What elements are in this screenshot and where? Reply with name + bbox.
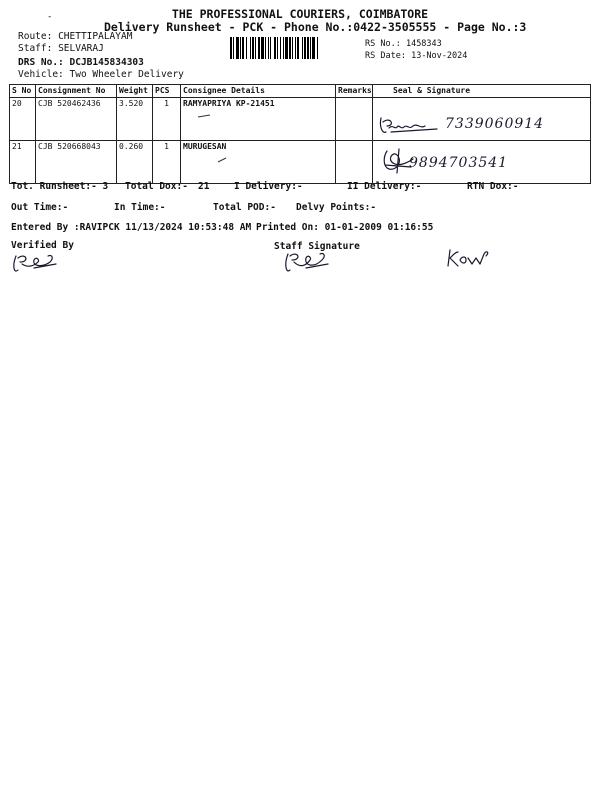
rs-no-value: 1458343: [405, 39, 442, 49]
signature-image: [377, 114, 447, 138]
cell-consignee: [181, 141, 336, 184]
pen-mark: [197, 113, 211, 119]
cell-weight: 3.520: [117, 98, 153, 141]
verified-signature: [10, 246, 70, 278]
staff-label: Staff:: [18, 43, 53, 54]
entered-by: Entered By :RAVIPCK 11/13/2024 10:53:48 AM: [11, 222, 252, 233]
printed-on: Printed On: 01-01-2009 01:16:55: [256, 222, 434, 233]
pen-mark: [217, 157, 227, 163]
runsheet-table: [9, 84, 591, 184]
col-header-consignment: Consignment No: [36, 85, 117, 98]
total-pod-label: Total POD:-: [213, 202, 276, 213]
signature-phone: 9894703541: [409, 155, 509, 171]
consignee-text: MURUGESAN: [183, 142, 227, 151]
total-dox-value: 21: [198, 181, 210, 192]
consignee-text: RAMYAPRIYA KP-21451: [183, 99, 275, 108]
rs-date-label: RS Date:: [365, 51, 406, 61]
out-time-label: Out Time:-: [11, 202, 69, 213]
ii-delivery-label: II Delivery:-: [347, 181, 422, 192]
verified-by-label: Verified By: [11, 240, 74, 251]
runsheet-title: Delivery Runsheet - PCK - Phone No.:0422-3505555 - Page No.:3: [104, 20, 527, 34]
vehicle-value: Two Wheeler Delivery: [69, 69, 184, 80]
cell-weight: 0.260: [117, 141, 153, 184]
staff-signature-label: Staff Signature: [274, 241, 360, 252]
col-header-consignee: Consignee Details: [181, 85, 336, 98]
drs-value: DCJB145834303: [69, 57, 144, 68]
table-row: [10, 141, 591, 184]
staff-line: [18, 43, 104, 54]
col-header-remarks: Remarks: [336, 85, 373, 98]
cell-consignment: CJB 520668043: [36, 141, 117, 184]
table-row: [10, 98, 591, 141]
company-title: THE PROFESSIONAL COURIERS, COIMBATORE: [171, 7, 429, 21]
col-header-seal-signature: Seal & Signature: [373, 85, 591, 98]
cell-sno: 20: [10, 98, 36, 141]
cell-remarks: [336, 98, 373, 141]
cell-signature: [373, 98, 591, 141]
cell-consignee: [181, 98, 336, 141]
cell-remarks: [336, 141, 373, 184]
route-line: [18, 31, 132, 42]
rs-no-line: [365, 39, 442, 49]
vehicle-line: [18, 69, 184, 80]
route-value: CHETTIPALAYAM: [58, 31, 133, 42]
cell-pcs: 1: [153, 98, 181, 141]
i-delivery-label: I Delivery:-: [234, 181, 303, 192]
header-dash: -: [47, 12, 53, 22]
tot-runsheet: Tot. Runsheet:- 3: [11, 181, 109, 192]
cell-pcs: 1: [153, 141, 181, 184]
rs-date-line: [365, 51, 467, 61]
cell-signature: [373, 141, 591, 184]
route-label: Route:: [18, 31, 53, 42]
cell-sno: 21: [10, 141, 36, 184]
signature-phone: 7339060914: [445, 116, 545, 132]
vehicle-label: Vehicle:: [18, 69, 64, 80]
rs-no-label: RS No.:: [365, 39, 401, 49]
staff-signature-image: [282, 246, 342, 278]
total-dox-label: Total Dox:-: [125, 181, 188, 192]
table-header-row: [10, 85, 591, 98]
rtn-dox-label: RTN Dox:-: [467, 181, 519, 192]
drs-line: [18, 57, 144, 68]
in-time-label: In Time:-: [114, 202, 166, 213]
rs-date-value: 13-Nov-2024: [411, 51, 468, 61]
cell-consignment: CJB 520462436: [36, 98, 117, 141]
col-header-pcs: PCS: [153, 85, 181, 98]
drs-label: DRS No.:: [18, 57, 64, 68]
col-header-sno: S No: [10, 85, 36, 98]
delvy-points-label: Delvy Points:-: [296, 202, 377, 213]
extra-initials: [446, 244, 496, 270]
col-header-weight: Weight: [117, 85, 153, 98]
barcode-image: [230, 37, 358, 59]
staff-value: SELVARAJ: [58, 43, 104, 54]
